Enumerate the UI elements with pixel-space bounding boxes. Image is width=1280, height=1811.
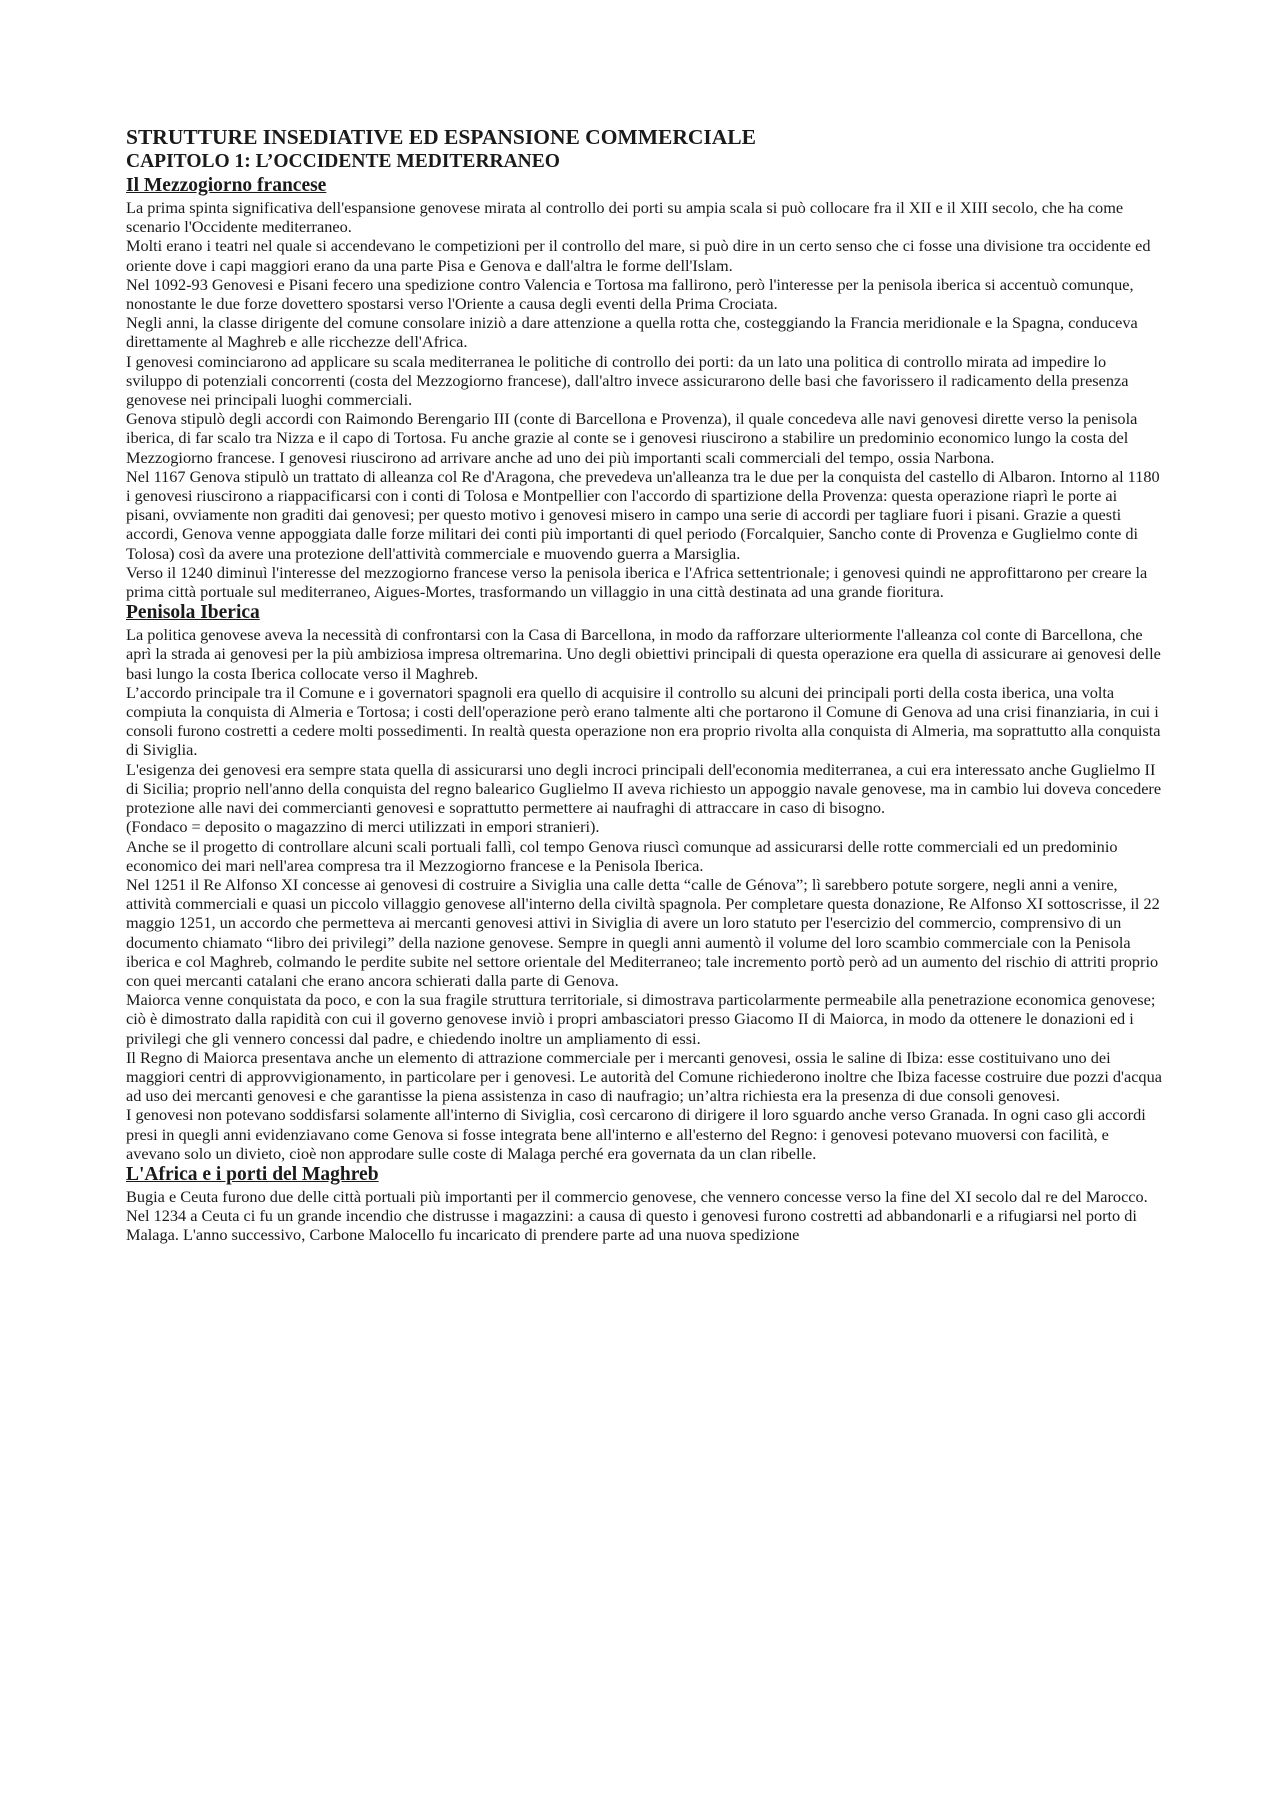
paragraph: L’accordo principale tra il Comune e i governatori spagnoli era quello di acquisire il controllo su alcuni dei principali porti della costa iberica, una volta compiuta la conquista di Almeria e Tortosa; i costi dell'operazione però erano talmente alti che portarono il Comune di Genova ad una crisi finanziaria, in cui i consoli furono costretti a cedere molti possedimenti. In realtà questa operazione non era proprio rivolta alla conquista di Almeria, ma soprattutto alla conquista di Siviglia. [126, 682, 1161, 760]
paragraph: Anche se il progetto di controllare alcuni scali portuali fallì, col tempo Genova riuscì comunque ad assicurarsi delle rotte commerciali ed un predominio economico dei mari nell'area compresa tra il Mezzogiorno francese e la Penisola Iberica. [126, 836, 1118, 875]
paragraph: Molti erano i teatri nel quale si accendevano le competizioni per il controllo del mare, si può dire in un certo senso che ci fosse una divisione tra occidente ed oriente dove i capi maggiori erano da una parte Pisa e Genova e dall'altra le forme dell'Islam. [126, 236, 1151, 275]
section-heading: Penisola Iberica [126, 602, 260, 624]
paragraph: La prima spinta significativa dell'espansione genovese mirata al controllo dei porti su ampia scala si può collocare fra il XII e il XIII secolo, che ha come scenario l'Occidente mediterraneo. [126, 198, 1124, 237]
paragraph: I genovesi non potevano soddisfarsi solamente all'interno di Siviglia, così cercarono di dirigere il loro sguardo anche verso Granada. In ogni caso gli accordi presi in quegli anni evidenziavano come Genova si fosse integrata bene all'interno e all'esterno del Regno: i genovesi potevano muoversi con facilità, e avevano solo un divieto, cioè non approdare sulle coste di Malaga perché era governata da un clan ribelle. [126, 1105, 1146, 1163]
paragraph: Nel 1092-93 Genovesi e Pisani fecero una spedizione contro Valencia e Tortosa ma fallirono, però l'interesse per la penisola iberica si accentuò comunque, nonostante le due forze dovettero spostarsi verso l'Oriente a causa degli eventi della Prima Crociata. [126, 274, 1134, 314]
paragraph: Bugia e Ceuta furono due delle città portuali più importanti per il commercio genovese, che vennero concesse verso la fine del XI secolo dal re del Marocco. [126, 1186, 1148, 1206]
paragraph: Il Regno di Maiorca presentava anche un elemento di attrazione commerciale per i mercanti genovesi, ossia le saline di Ibiza: esse costituivano uno dei maggiori centri di approvvigionamento, in particolare per i genovesi. Le autorità del Comune richiederono inoltre che Ibiza facesse costruire due pozzi d'acqua ad uso dei mercanti genovesi e che garantisse la piena assistenza in caso di naufragio; un’altra richiesta era la presenza di due consoli genovesi. [126, 1047, 1162, 1106]
paragraph: Nel 1167 Genova stipulò un trattato di alleanza col Re d'Aragona, che prevedeva un'alleanza tra le due per la conquista del castello di Albaron. Intorno al 1180 i genovesi riuscirono a riappacificarsi con i conti di Tolosa e Montpellier con l'accordo di spartizione della Provenza: questa operazione riaprì le porte ai pisani, ovviamente non graditi dai genovesi; per questo motivo i genovesi misero in campo una serie di accordi per tagliare fuori i pisani. Grazie a questi accordi, Genova venne appoggiata dalle forze militari dei conti più importanti di quel periodo (Forcalquier, Sancho conte di Provenza e Guglielmo conte di Tolosa) così da avere una protezione dell'attività commerciale e muovendo guerra a Marsiglia. [126, 466, 1160, 563]
paragraph: Negli anni, la classe dirigente del comune consolare iniziò a dare attenzione a quella rotta che, costeggiando la Francia meridionale e la Spagna, conduceva direttamente al Maghreb e alle ricchezze dell'Africa. [126, 313, 1138, 352]
paragraph: Maiorca venne conquistata da poco, e con la sua fragile struttura territoriale, si dimostrava particolarmente permeabile alla penetrazione economica genovese; ciò è dimostrato dalla rapidità con cui il governo genovese inviò i propri ambasciatori presso Giacomo II di Maiorca, in modo da ottenere le donazioni ed i privilegi che gli vennero concessi dal padre, e chiedendo inoltre un ampliamento di essi. [126, 990, 1156, 1048]
paragraph: (Fondaco = deposito o magazzino di merci utilizzati in empori stranieri). [126, 817, 600, 837]
document-title: STRUTTURE INSEDIATIVE ED ESPANSIONE COMMERCIALE [126, 125, 756, 149]
paragraph: L'esigenza dei genovesi era sempre stata quella di assicurarsi uno degli incroci principali dell'economia mediterranea, a cui era interessato anche Guglielmo II di Sicilia; proprio nell'anno della conquista del regno balearico Guglielmo II aveva richiesto un appoggio navale genovese, ma in cambio lui doveva concedere protezione alle navi dei commercianti genovesi e soprattutto permettere ai naufraghi di attraccare in caso di bisogno. [126, 759, 1162, 818]
section-mezzogiorno-francese [126, 174, 1164, 601]
paragraph: Verso il 1240 diminuì l'interesse del mezzogiorno francese verso la penisola iberica e l'Africa settentrionale; i genovesi quindi ne approfittarono per creare la prima città portuale sul mediterraneo, Aigues-Mortes, trasformando un villaggio in una città destinata ad una grande fioritura. [126, 562, 1148, 602]
section-heading: Il Mezzogiorno francese [126, 175, 327, 196]
section-heading: L'Africa e i porti del Maghreb [126, 1163, 379, 1185]
paragraph: Genova stipulò degli accordi con Raimondo Berengario III (conte di Barcellona e Provenza), il quale concedeva alle navi genovesi dirette verso la penisola iberica, di far scalo tra Nizza e il capo di Tortosa. Fu anche grazie al conte se i genovesi riuscirono a stabilire un predominio economico lungo la costa del Mezzogiorno francese. I genovesi riuscirono ad arrivare anche ad uno dei più importanti scali commerciali del tempo, ossia Narbona. [126, 409, 1138, 467]
section-penisola-iberica [126, 601, 1164, 1163]
section-africa-maghreb [126, 1163, 1164, 1245]
chapter-title: CAPITOLO 1: L’OCCIDENTE MEDITERRANEO [126, 151, 560, 172]
paragraph: La politica genovese aveva la necessità di confrontarsi con la Casa di Barcellona, in modo da rafforzare ulteriormente l'alleanza col conte di Barcellona, che aprì la strada ai genovesi per la più ambiziosa impresa oltremarina. Uno degli obiettivi principali di questa operazione era quella di assicurare ai genovesi delle basi lungo la costa Iberica collocate verso il Maghreb. [126, 625, 1161, 683]
paragraph: I genovesi cominciarono ad applicare su scala mediterranea le politiche di controllo dei porti: da un lato una politica di controllo mirata ad impedire lo sviluppo di potenziali concorrenti (costa del Mezzogiorno francese), dall'altro invece assicurarono delle basi che favorissero il radicamento della presenza genovese nei principali luoghi commerciali. [126, 351, 1129, 410]
paragraph: Nel 1234 a Ceuta ci fu un grande incendio che distrusse i magazzini: a causa di questo i genovesi furono costretti ad abbandonarli e a rifugiarsi nel porto di Malaga. L'anno successivo, Carbone Malocello fu incaricato di prendere parte ad una nuova spedizione [126, 1206, 1137, 1245]
paragraph: Nel 1251 il Re Alfonso XI concesse ai genovesi di costruire a Siviglia una calle detta “calle de Génova”; lì sarebbero potute sorgere, negli anni a venire, attività commerciali e quasi un piccolo villaggio genovese all'interno della civiltà spagnola. Per completare questa donazione, Re Alfonso XI sottoscrisse, il 22 maggio 1251, un accordo che permetteva ai mercanti genovesi attivi in Siviglia di avere un loro statuto per l'esercizio del commercio, comprensivo di un documento chiamato “libro dei privilegi” della nazione genovese. Sempre in quegli anni aumentò il volume del loro scambio commerciale con la Penisola iberica e col Maghreb, colmando le perdite subite nel settore orientale del Mediterraneo; tale incremento portò però ad un aumento del rischio di attriti proprio con quei mercanti catalani che erano ancora schierati dalla parte di Genova. [126, 874, 1160, 990]
